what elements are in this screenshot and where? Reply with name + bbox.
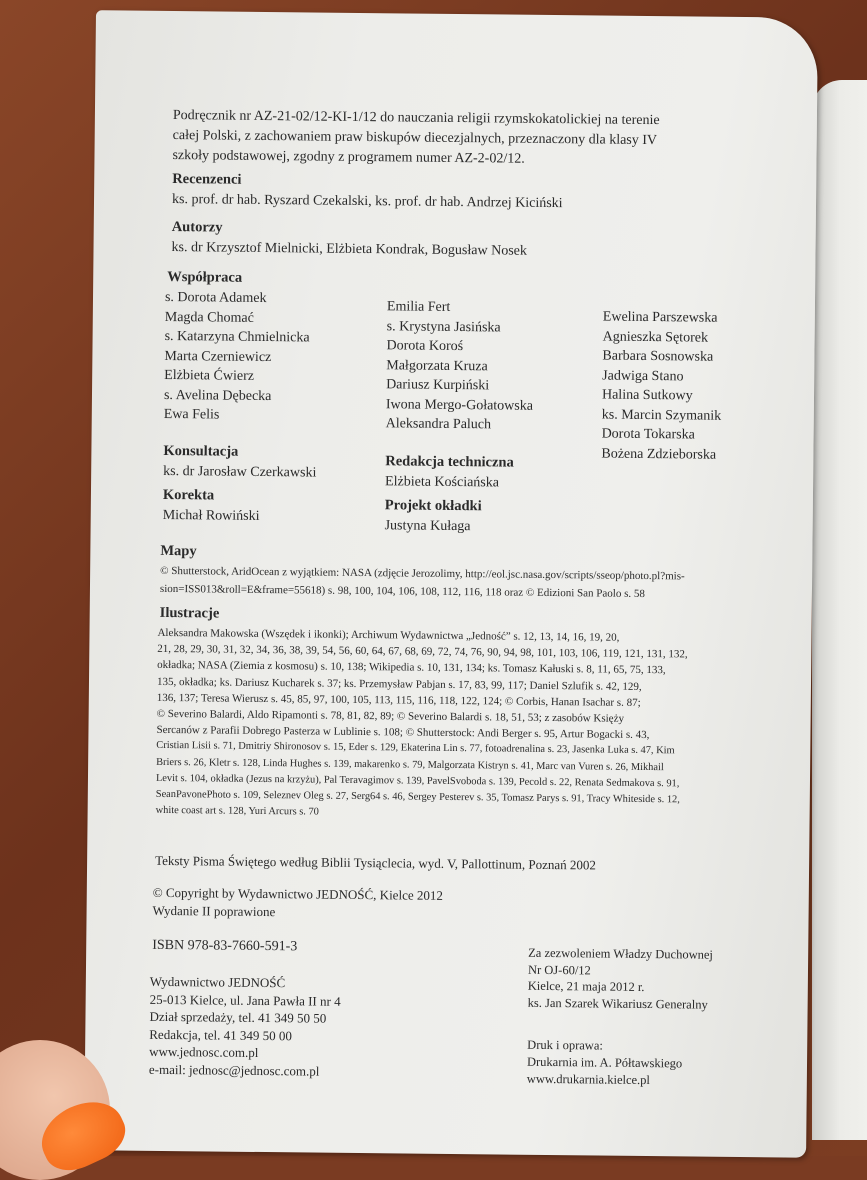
contributor: Dorota Tokarska: [601, 426, 695, 443]
scripture-source: Teksty Pisma Świętego według Biblii Tysiąclecia, wyd. V, Pallottinum, Poznań 2002: [155, 852, 597, 873]
contributor: Emilia Fert: [386, 299, 451, 315]
book-page: [84, 10, 818, 1157]
imprimatur-line: Nr OJ-60/12: [527, 962, 591, 977]
contributor: Halina Sutkowy: [601, 387, 693, 404]
header-line-2: całej Polski, z zachowaniem praw biskupów diecezjalnych, przeznaczony dla klasy IV: [172, 128, 658, 149]
contributor: Agnieszka Sętorek: [602, 329, 709, 346]
contributor: Ewa Felis: [163, 406, 220, 423]
contributor: Jadwiga Stano: [602, 368, 684, 384]
mapy-line-2: sion=ISS013&roll=E&frame=55618) s. 98, 100, 104, 106, 108, 112, 116, 118 oraz © Edizioni San Paolo s. 58: [159, 582, 645, 600]
credit-line: okładka; NASA (Ziemia z kosmosu) s. 10, 138; Wikipedia s. 10, 131, 134; ks. Tomasz Kałuski s. 8, 11, 65, 75, 133,: [157, 659, 666, 677]
wspolpraca-column-1: [164, 288, 310, 426]
mapy-heading: Mapy: [160, 542, 197, 560]
copyright-line: © Copyright by Wydawnictwo JEDNOŚĆ, Kielce 2012: [152, 884, 443, 903]
autorzy-names: ks. dr Krzysztof Mielnicki, Elżbieta Kondrak, Bogusław Nosek: [171, 240, 527, 259]
wspolpraca-column-2: [386, 297, 535, 435]
recenzenci-names: ks. prof. dr hab. Ryszard Czekalski, ks. prof. dr hab. Andrzej Kiciński: [171, 192, 563, 212]
projekt-name: Justyna Kułaga: [384, 518, 471, 535]
contributor: Elżbieta Ćwierz: [164, 367, 255, 384]
header-line-3: szkoły podstawowej, zgodny z programem numer AZ-2-02/12.: [172, 148, 525, 167]
projekt-heading: Projekt okładki: [384, 497, 482, 515]
contributor: Ewelina Parszewska: [602, 309, 718, 326]
konsultacja-name: ks. dr Jarosław Czerkawski: [163, 463, 317, 481]
contributor: ks. Marcin Szymanik: [601, 407, 722, 424]
credit-line: Cristian Lisii s. 71, Dmitriy Shironosov s. 15, Eder s. 129, Ekaterina Lin s. 77, fotoadrenalina s. 23, Jasenka Luka s. 47, Kim: [156, 740, 675, 757]
credit-line: 136, 137; Teresa Wierusz s. 45, 85, 97, 100, 105, 113, 115, 116, 118, 122, 124; © Corbis, Hanan Isachar s. 87;: [156, 691, 641, 709]
edition-line: Wydanie II poprawione: [152, 902, 276, 920]
contributor: Bożena Zdzieborska: [601, 446, 717, 463]
konsultacja-heading: Konsultacja: [163, 442, 239, 460]
printer-website: www.drukarnia.kielce.pl: [526, 1071, 651, 1088]
ilustracje-credits: [156, 625, 688, 825]
korekta-name: Michał Rowiński: [162, 507, 260, 524]
contributor: s. Dorota Adamek: [164, 289, 267, 307]
credit-line: white coast art s. 128, Yuri Arcurs s. 70: [155, 805, 319, 818]
publisher-line: Wydawnictwo JEDNOŚĆ: [149, 973, 286, 991]
contributor: Iwona Mergo-Gołatowska: [385, 396, 534, 414]
printer-line: Drukarnia im. A. Półtawskiego: [526, 1054, 683, 1071]
contributor: Marta Czerniewicz: [164, 348, 272, 365]
ilustracje-heading: Ilustracje: [159, 604, 220, 622]
contributor: Magda Chomać: [164, 309, 254, 326]
publisher-info: [149, 973, 341, 1080]
credit-line: © Severino Balardi, Aldo Ripamonti s. 78, 81, 82, 89; © Severino Balardi s. 18, 51, 53; z zasobów Księży: [156, 707, 625, 725]
credit-line: Levit s. 104, okładka (Jezus na krzyżu), Pal Teravagimov s. 139, PavelSvoboda s. 139, Pecold s. 22, Renata Sedmakova s. 91,: [155, 772, 680, 790]
publisher-line: Redakcja, tel. 41 349 50 00: [149, 1026, 292, 1043]
contributor: Małgorzata Kruza: [386, 357, 488, 374]
autorzy-heading: Autorzy: [171, 219, 223, 236]
contributor: s. Katarzyna Chmielnicka: [164, 328, 310, 346]
contributor: Barbara Sosnowska: [602, 348, 714, 365]
publisher-website: www.jednosc.com.pl: [149, 1043, 259, 1060]
wspolpraca-column-3: [601, 308, 722, 465]
mapy-line-1: © Shutterstock, AridOcean z wyjątkiem: NASA (zdjęcie Jerozolimy, http://eol.jsc.nasa.gov/scripts/sseop/photo.pl?mis-: [160, 564, 685, 583]
credit-line: Sercanów z Parafii Dobrego Pasterza w Lublinie s. 108; © Shutterstock: Andi Berger s. 95, Artur Bogacki s. 43,: [156, 724, 650, 742]
contributor: Aleksandra Paluch: [385, 416, 492, 433]
credit-line: Briers s. 26, Kletr s. 128, Linda Hughes s. 139, makarenko s. 79, Malgorzata Kistryn s. 41, Marc van Vuren s. 26, Mikhail: [156, 756, 664, 773]
contributor: Dariusz Kurpiński: [386, 377, 490, 394]
contributor: s. Avelina Dębecka: [163, 387, 272, 404]
isbn: ISBN 978-83-7660-591-3: [152, 937, 298, 955]
imprimatur-line: ks. Jan Szarek Wikariusz Generalny: [527, 995, 708, 1012]
publisher-email: e-mail: jednosc@jednosc.com.pl: [148, 1061, 320, 1079]
publisher-line: 25-013 Kielce, ul. Jana Pawła II nr 4: [149, 991, 341, 1009]
imprimatur-line: Za zezwoleniem Władzy Duchownej: [528, 945, 714, 962]
adjacent-page: [812, 80, 867, 1140]
contributor: Dorota Koroś: [386, 338, 464, 355]
credit-line: Aleksandra Makowska (Wszędek i ikonki); Archiwum Wydawnictwa „Jedność” s. 12, 13, 14, 16, 19, 20,: [157, 626, 620, 644]
redakcja-name: Elżbieta Kościańska: [385, 474, 500, 491]
credit-line: 135, okładka; ks. Dariusz Kucharek s. 37; ks. Przemysław Pabjan s. 17, 83, 99, 117; Daniel Szlufik s. 42, 129,: [156, 675, 642, 693]
credit-line: SeanPavonePhoto s. 109, Seleznev Oleg s. 27, Serg64 s. 46, Sergey Pesterev s. 35, Tomasz Parys s. 91, Tracy Whiteside s. 12,: [155, 788, 680, 806]
printer-info: [527, 1037, 683, 1090]
wspolpraca-heading: Współpraca: [167, 268, 243, 286]
contributor: s. Krystyna Jasińska: [386, 318, 501, 335]
redakcja-heading: Redakcja techniczna: [385, 453, 514, 471]
korekta-heading: Korekta: [162, 486, 215, 504]
recenzenci-heading: Recenzenci: [172, 171, 242, 188]
header-line-1: Podręcznik nr AZ-21-02/12-KI-1/12 do nauczania religii rzymskokatolickiej na terenie: [172, 108, 660, 129]
publisher-line: Dział sprzedaży, tel. 41 349 50 50: [149, 1008, 327, 1026]
printer-line: Druk i oprawa:: [527, 1037, 603, 1053]
credit-line: 21, 28, 29, 30, 31, 32, 34, 36, 38, 39, 54, 56, 60, 64, 67, 68, 69, 72, 74, 76, 90, 94, 98, 101, 103, 106, 119, 121, 131, 132,: [157, 643, 688, 661]
imprimatur-line: Kielce, 21 maja 2012 r.: [527, 978, 645, 995]
imprimatur: [528, 945, 713, 1013]
